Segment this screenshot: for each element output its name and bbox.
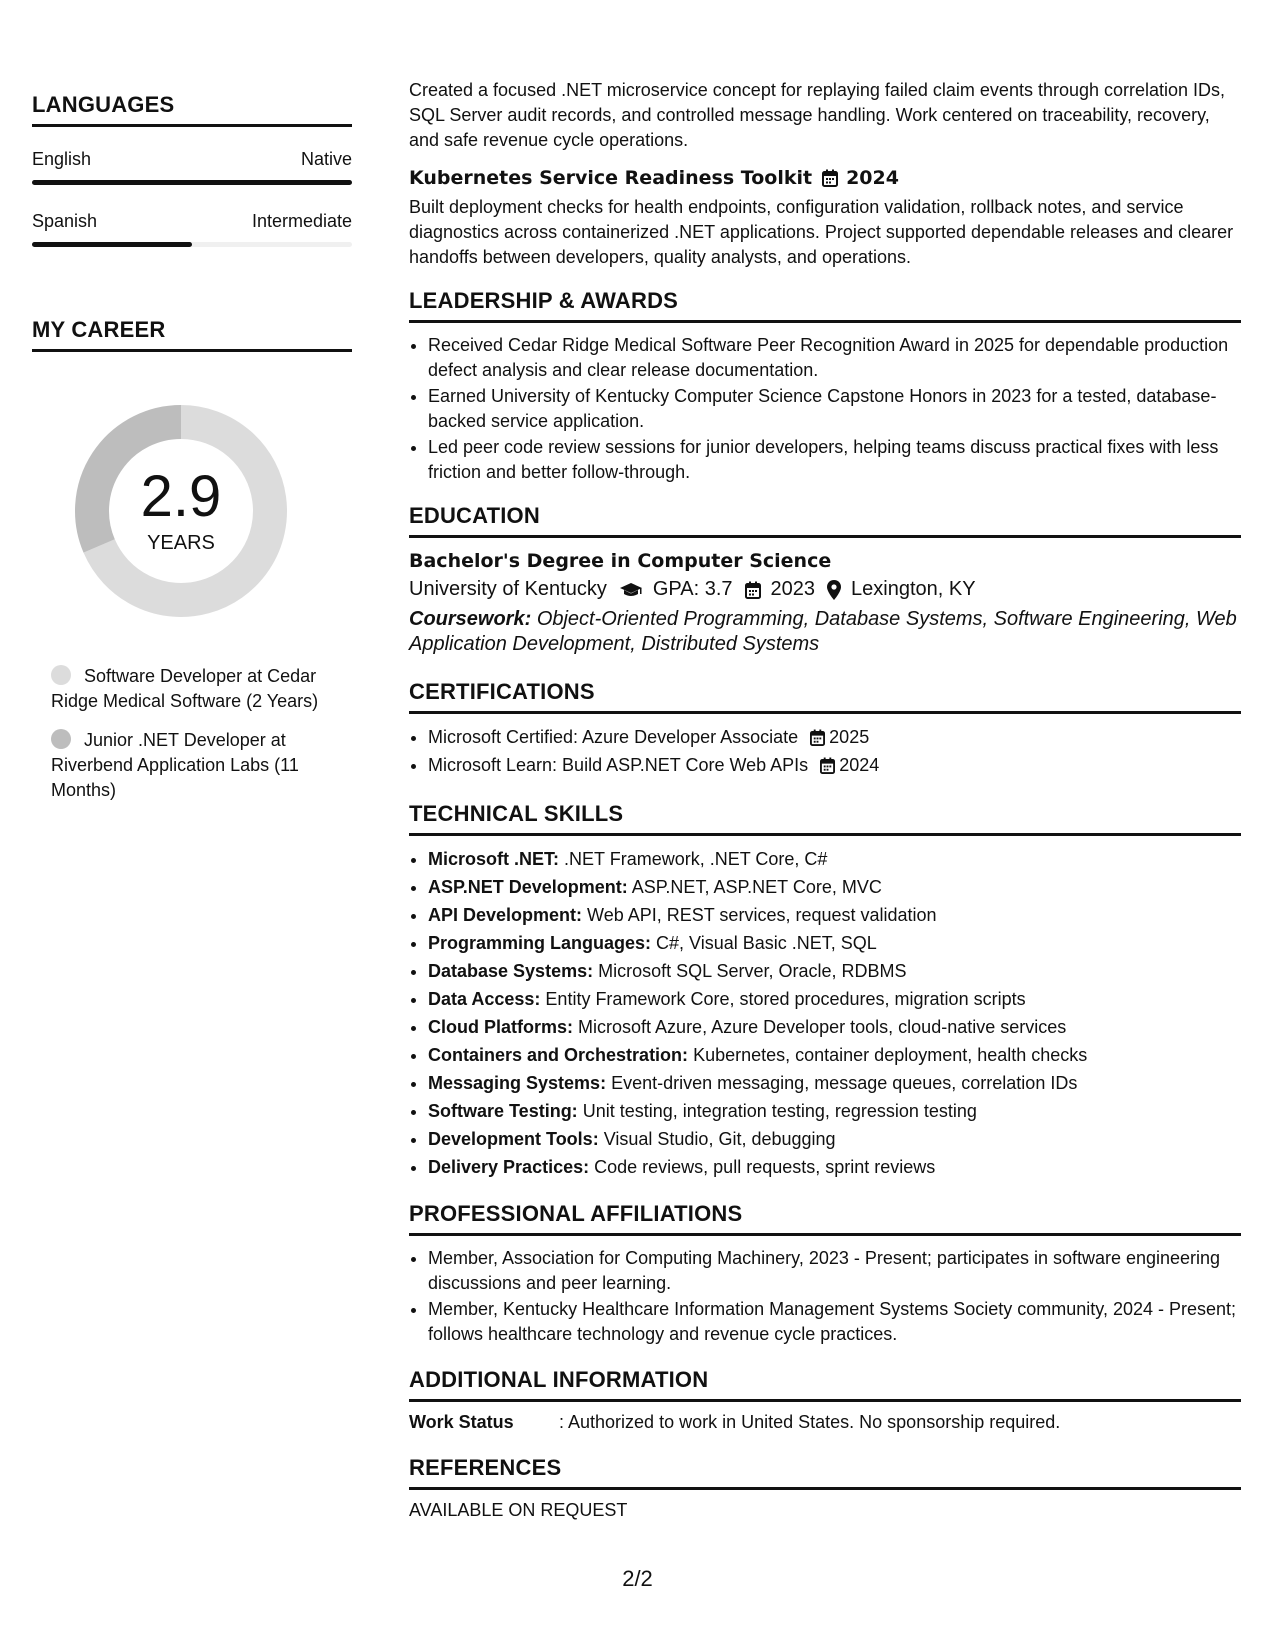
- page-number: 2/2: [622, 1566, 653, 1591]
- skills-title: TECHNICAL SKILLS: [409, 801, 1241, 836]
- list-item: [428, 1098, 1241, 1125]
- legend-label: Junior .NET Developer at Riverbend Application Labs (11 Months): [51, 730, 299, 800]
- project-intro: Created a focused .NET microservice concept for replaying failed claim events through correlation IDs, SQL Server audit records, and controlled message handling. Work centered on traceability, recovery, and safe revenue cycle operations.: [409, 80, 1226, 150]
- additional-info-section: [409, 1367, 1241, 1433]
- certification-year: 2024: [839, 755, 880, 775]
- project-year: 2024: [846, 167, 899, 189]
- skill-label: Data Access:: [428, 989, 541, 1009]
- career-section: [32, 317, 352, 803]
- language-level-fill: [32, 180, 352, 185]
- project-title: Kubernetes Service Readiness Toolkit: [409, 167, 813, 189]
- certifications-title: CERTIFICATIONS: [409, 679, 1241, 714]
- skill-label: Messaging Systems:: [428, 1073, 607, 1093]
- language-level-bar: [32, 242, 352, 247]
- list-item: • Received Cedar Ridge Medical Software Peer Recognition Award in 2025 for dependable production defect analysis and clear release documentation.: [428, 333, 1241, 383]
- language-level-bar: [32, 180, 352, 185]
- skill-value: ASP.NET, ASP.NET Core, MVC: [631, 877, 882, 897]
- skill-value: Web API, REST services, request validation: [587, 905, 937, 925]
- education-location: Lexington, KY: [851, 578, 976, 600]
- career-unit: YEARS: [147, 532, 215, 554]
- calendar-icon: [822, 169, 838, 187]
- references-text: AVAILABLE ON REQUEST: [409, 1500, 628, 1520]
- list-item: [428, 930, 1241, 957]
- career-title: MY CAREER: [32, 317, 352, 352]
- skill-value: Visual Studio, Git, debugging: [603, 1129, 836, 1149]
- coursework-list: Object-Oriented Programming, Database Systems, Software Engineering, Web Application Development, Distributed Systems: [409, 608, 1237, 655]
- language-spanish: [32, 211, 352, 247]
- skill-label: Software Testing:: [428, 1101, 578, 1121]
- list-item: [428, 1042, 1241, 1069]
- skill-value: Kubernetes, container deployment, health checks: [693, 1045, 1088, 1065]
- language-level: Intermediate: [251, 211, 352, 231]
- list-item: [428, 1014, 1241, 1041]
- certification-year: 2025: [829, 727, 870, 747]
- skills-section: [409, 801, 1241, 1181]
- location-pin-icon: [827, 580, 841, 600]
- list-item: [428, 1126, 1241, 1153]
- skill-label: Development Tools:: [428, 1129, 599, 1149]
- language-name: English: [32, 149, 92, 169]
- education-coursework: [409, 607, 1241, 657]
- list-item: [428, 874, 1241, 901]
- skill-label: Microsoft .NET:: [428, 849, 560, 869]
- skill-value: Code reviews, pull requests, sprint reviews: [594, 1157, 936, 1177]
- education-section: [409, 503, 1241, 657]
- skill-label: Delivery Practices:: [428, 1157, 590, 1177]
- additional-info-title: ADDITIONAL INFORMATION: [409, 1367, 1241, 1402]
- skill-value: Unit testing, integration testing, regression testing: [582, 1101, 977, 1121]
- affiliations-section: [409, 1201, 1241, 1347]
- language-level-fill: [32, 242, 192, 247]
- skill-value: .NET Framework, .NET Core, C#: [564, 849, 828, 869]
- skill-value: Event-driven messaging, message queues, correlation IDs: [611, 1073, 1078, 1093]
- calendar-icon: [745, 581, 761, 599]
- legend-dot-icon: [51, 729, 71, 749]
- list-item: [428, 724, 1241, 751]
- education-school: University of Kentucky: [409, 578, 607, 600]
- skill-label: Containers and Orchestration:: [428, 1045, 689, 1065]
- work-status-value: : Authorized to work in United States. No sponsorship required.: [559, 1412, 1061, 1432]
- languages-title: LANGUAGES: [32, 92, 352, 127]
- career-donut-chart: [66, 396, 296, 626]
- left-column: [32, 92, 352, 817]
- project-title-row: [409, 167, 1241, 189]
- coursework-label: Coursework:: [409, 608, 532, 630]
- work-status-label: Work Status: [409, 1412, 514, 1432]
- list-item: [428, 1154, 1241, 1181]
- list-item: [428, 846, 1241, 873]
- skill-value: Microsoft SQL Server, Oracle, RDBMS: [598, 961, 907, 981]
- certification-name: • Microsoft Certified: Azure Developer Associate: [428, 727, 799, 747]
- language-name: Spanish: [32, 211, 98, 231]
- list-item: [428, 958, 1241, 985]
- education-gpa: GPA: 3.7: [652, 578, 733, 600]
- skill-value: Microsoft Azure, Azure Developer tools, cloud-native services: [578, 1017, 1067, 1037]
- project-description: Built deployment checks for health endpoints, configuration validation, rollback notes, and service diagnostics across containerized .NET applications. Project supported dependable releases and clearer handoffs between developers, quality analysts, and operations.: [409, 197, 1234, 267]
- calendar-icon: [820, 757, 835, 774]
- certification-name: • Microsoft Learn: Build ASP.NET Core Web APIs: [428, 755, 809, 775]
- right-column: [409, 78, 1241, 1521]
- leadership-section: [409, 288, 1241, 485]
- references-title: REFERENCES: [409, 1455, 1241, 1490]
- education-degree: Bachelor's Degree in Computer Science: [409, 550, 832, 572]
- list-item: [428, 902, 1241, 929]
- language-level: Native: [300, 149, 352, 169]
- legend-dot-icon: [51, 665, 71, 685]
- list-item: [428, 1070, 1241, 1097]
- legend-item: [51, 664, 341, 714]
- skill-value: Entity Framework Core, stored procedures, migration scripts: [545, 989, 1026, 1009]
- list-item: [428, 752, 1241, 779]
- list-item: • Member, Kentucky Healthcare Information Management Systems Society community, 2024 - Present; follows healthcare technology and revenue cycle practices.: [428, 1297, 1241, 1347]
- references-section: [409, 1455, 1241, 1521]
- career-legend: [51, 664, 341, 803]
- certifications-section: [409, 679, 1241, 779]
- career-total: 2.9: [140, 464, 222, 529]
- skill-value: C#, Visual Basic .NET, SQL: [656, 933, 877, 953]
- legend-item: [51, 728, 341, 803]
- calendar-icon: [810, 729, 825, 746]
- skill-label: API Development:: [428, 905, 583, 925]
- list-item: • Led peer code review sessions for junior developers, helping teams discuss practical fixes with less friction and better follow-through.: [428, 435, 1241, 485]
- list-item: • Member, Association for Computing Machinery, 2023 - Present; participates in software engineering discussions and peer learning.: [428, 1246, 1241, 1296]
- leadership-title: LEADERSHIP & AWARDS: [409, 288, 1241, 323]
- skills-list: [409, 846, 1241, 1181]
- language-english: [32, 149, 352, 185]
- legend-label: Software Developer at Cedar Ridge Medical Software (2 Years): [51, 666, 319, 711]
- education-year: 2023: [770, 578, 816, 600]
- list-item: [428, 986, 1241, 1013]
- skill-label: Cloud Platforms:: [428, 1017, 574, 1037]
- graduation-cap-icon: [619, 582, 643, 598]
- list-item: • Earned University of Kentucky Computer Science Capstone Honors in 2023 for a tested, database-backed service application.: [428, 384, 1241, 434]
- affiliations-title: PROFESSIONAL AFFILIATIONS: [409, 1201, 1241, 1236]
- skill-label: Database Systems:: [428, 961, 594, 981]
- education-details: [409, 578, 1241, 601]
- education-title: EDUCATION: [409, 503, 1241, 538]
- skill-label: ASP.NET Development:: [428, 877, 628, 897]
- skill-label: Programming Languages:: [428, 933, 652, 953]
